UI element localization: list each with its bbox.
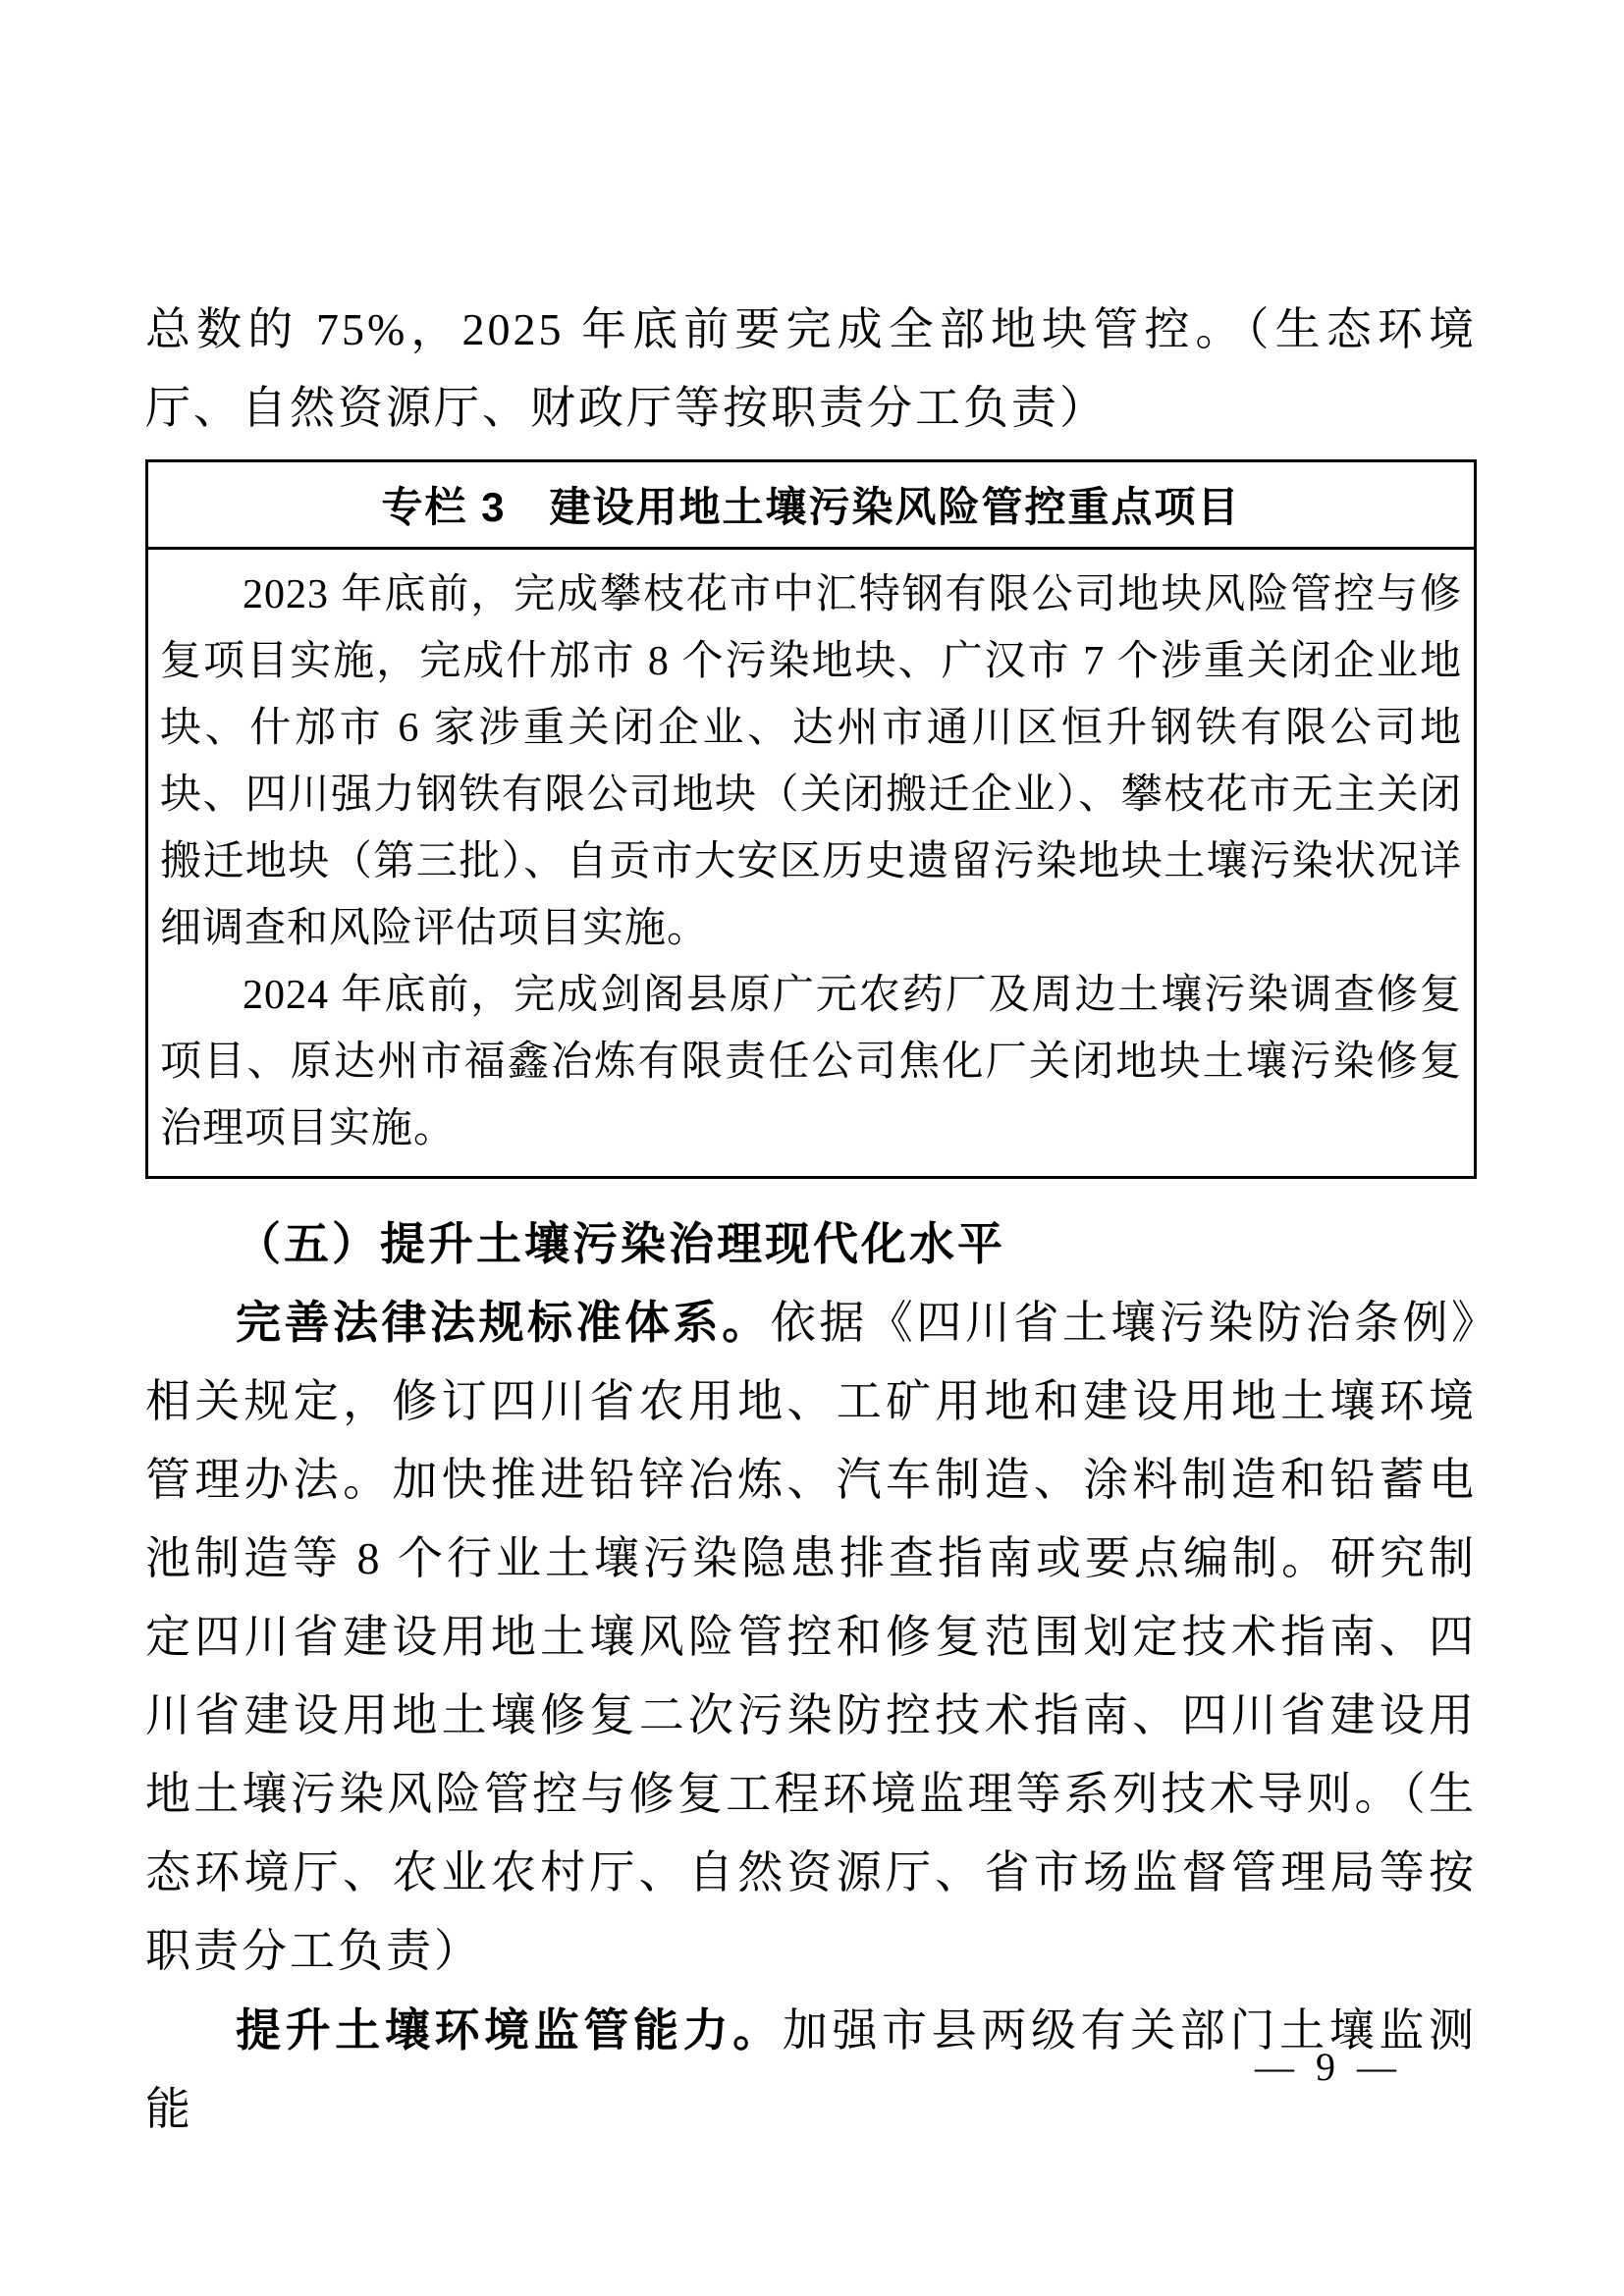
section-heading: （五）提升土壤污染治理现代化水平 <box>236 1218 1005 1269</box>
paragraph-1-body: 依据《四川省土壤污染防治条例》相关规定，修订四川省农用地、工矿用地和建设用地土壤环境管理办法。加快推进铅锌冶炼、汽车制造、涂料制造和铅蓄电池制造等 8 个行业土壤污染隐患排查指南或要点编制。研究制定四川省建设用地土壤风险管控和修复范围划定技术指南、四川省建设用地土壤修复二次污染防控技术指南、四川省建设用地土壤污染风险管控与修复工程环境监理等系列技术导则。（生态环境厅、农业农村厅、自然资源厅、省市场监督管理局等按职责分工负责） <box>145 1298 1478 1976</box>
section-paragraph-1 <box>145 1283 1477 1991</box>
page-number: — 9 — <box>1255 2045 1402 2089</box>
intro-paragraph: 总数的 75%，2025 年底前要完成全部地块管控。（生态环境厅、自然资源厅、财政厅等按职责分工负责） <box>145 304 1477 433</box>
paragraph-1-lead: 完善法律法规标准体系。 <box>236 1297 771 1348</box>
highlight-box <box>145 459 1477 1179</box>
highlight-box-body <box>148 550 1474 1176</box>
highlight-box-title: 专栏 3 建设用地土壤污染风险管控重点项目 <box>148 462 1474 550</box>
page-content <box>145 291 1477 2149</box>
box-paragraph-2023: 2023 年底前，完成攀枝花市中汇特钢有限公司地块风险管控与修复项目实施，完成什邡市 8 个污染地块、广汉市 7 个涉重关闭企业地块、什邡市 6 家涉重关闭企业、达州市通川区恒升钢铁有限公司地块、四川强力钢铁有限公司地块（关闭搬迁企业）、攀枝花市无主关闭搬迁地块（第三批）、自贡市大安区历史遗留污染地块土壤污染状况详细调查和风险评估项目实施。 <box>160 572 1462 951</box>
paragraph-2-body: 加强市县两级有关部门土壤监测能 <box>145 2005 1477 2134</box>
paragraph-2-lead: 提升土壤环境监管能力。 <box>236 2004 783 2056</box>
box-paragraph-2024: 2024 年底前，完成剑阁县原广元农药厂及周边土壤污染调查修复项目、原达州市福鑫冶炼有限责任公司焦化厂关闭地块土壤污染修复治理项目实施。 <box>160 973 1462 1151</box>
